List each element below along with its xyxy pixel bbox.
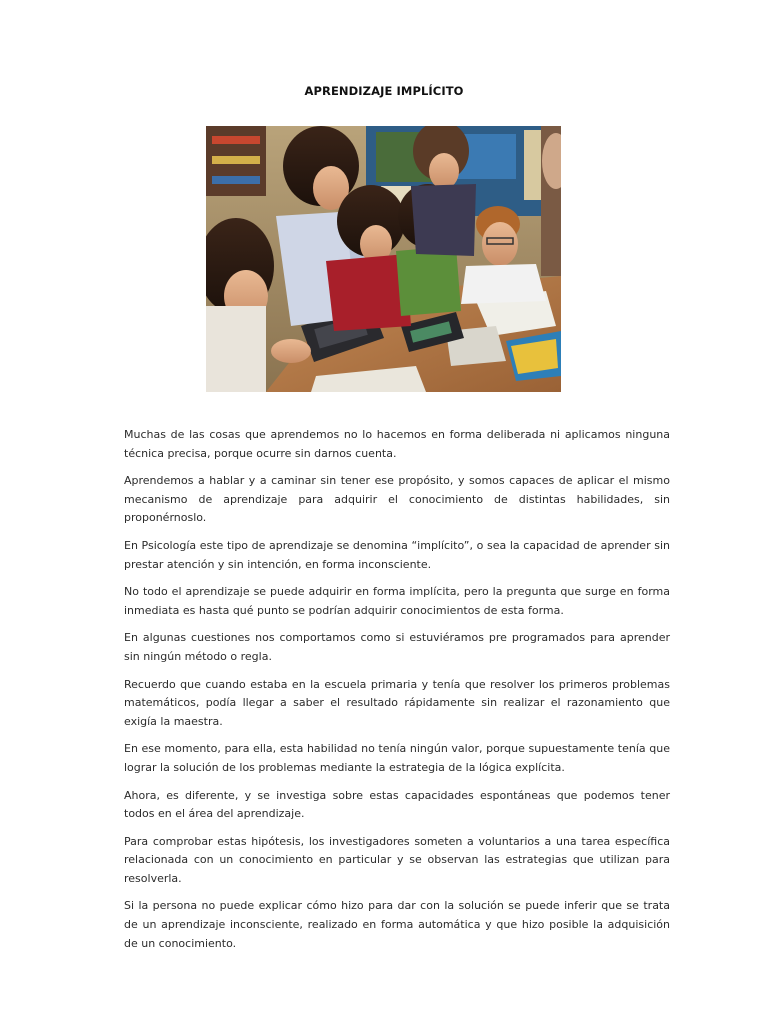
paragraph: Para comprobar estas hipótesis, los investigadores someten a voluntarios a una tarea específica relacionada con un conocimiento en particular y se observan las estrategias que utilizan para resolverla. [124,834,670,885]
paragraph: En Psicología este tipo de aprendizaje se denomina “implícito”, o sea la capacidad de aprender sin prestar atención y sin intención, en forma inconsciente. [124,538,670,571]
paragraph: Muchas de las cosas que aprendemos no lo hacemos en forma deliberada ni aplicamos ninguna técnica precisa, porque ocurre sin darnos cuenta. [124,428,670,460]
paragraph: En algunas cuestiones nos comportamos como si estuviéramos pre programados para aprender sin ningún método o regla. [124,631,670,663]
page-title: APRENDIZAJE IMPLÍCITO [304,84,464,98]
paragraph: Si la persona no puede explicar cómo hizo para dar con la solución se puede inferir que se trata de un aprendizaje inconsciente, realizado en forma automática y que hizo posible la adquisición de un conocimiento. [124,899,670,950]
classroom-photo [206,126,561,392]
paragraph: Ahora, es diferente, y se investiga sobre estas capacidades espontáneas que podemos tener todos en el área del aprendizaje. [124,788,670,821]
paragraph: Recuerdo que cuando estaba en la escuela primaria y tenía que resolver los primeros problemas matemáticos, podía llegar a saber el resultado rápidamente sin realizar el razonamiento que exigía la maestra. [124,677,670,728]
paragraph: No todo el aprendizaje se puede adquirir en forma implícita, pero la pregunta que surge en forma inmediata es hasta qué punto se podrían adquirir conocimientos de esta forma. [124,585,670,617]
paragraph: En ese momento, para ella, esta habilidad no tenía ningún valor, porque supuestamente tenía que lograr la solución de los problemas mediante la estrategia de la lógica explícita. [124,742,670,774]
article-body [124,426,670,962]
paragraph: Aprendemos a hablar y a caminar sin tener ese propósito, y somos capaces de aplicar el mismo mecanismo de aprendizaje para adquirir el conocimiento de distintas habilidades, sin proponérnoslo. [124,474,670,525]
